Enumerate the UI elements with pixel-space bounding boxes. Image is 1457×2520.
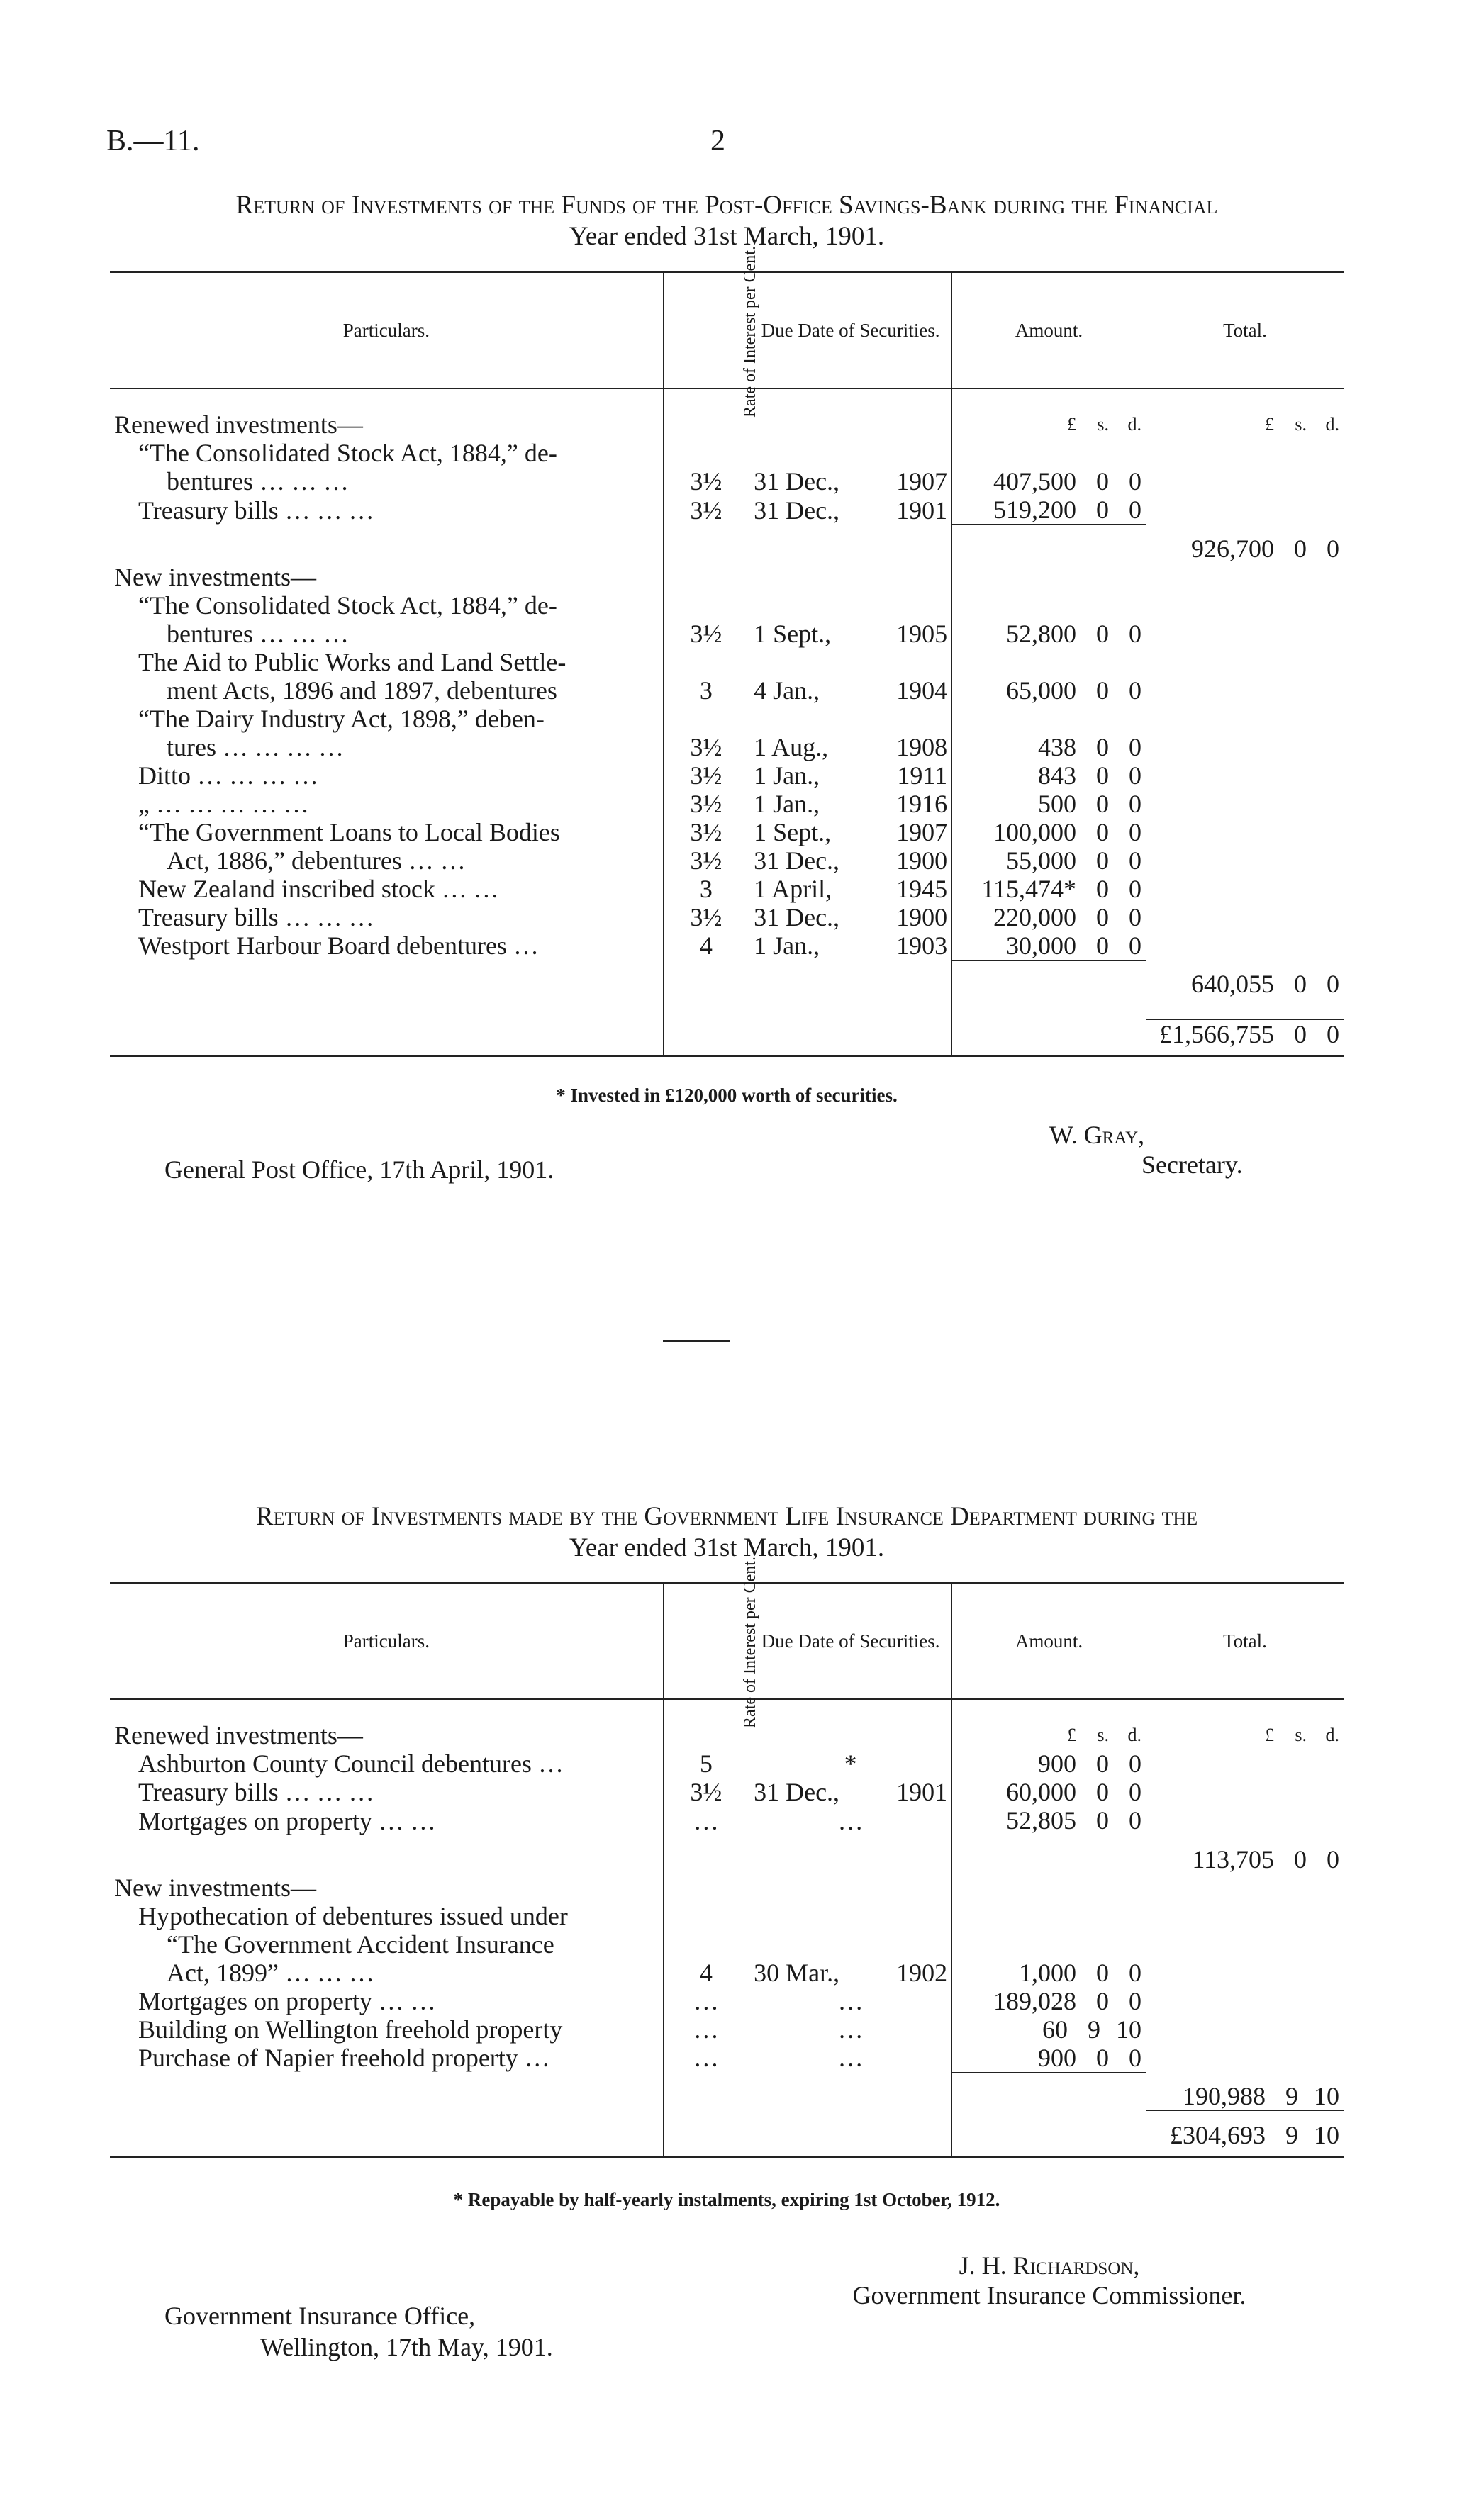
row-due-year: 1901 [896,495,948,525]
row-due-year: 1907 [896,467,948,495]
row-particulars: Westport Harbour Board debentures … [138,931,539,960]
row-rate: 3½ [663,733,749,761]
section-label-new: New investments— [114,562,316,591]
subtotal-shillings: 9 [1285,2082,1298,2110]
table-row [110,1749,1344,1778]
row-rate: … [663,2044,749,2073]
row-due-date: 1 April, [754,874,832,903]
amount-shillings: 0 [1096,761,1110,790]
row-particulars: Act, 1886,” debentures … … [167,846,466,875]
col-rate [663,1557,759,1728]
place-line2: Wellington, 17th May, 1901. [260,2333,553,2361]
amount-pounds: 30,000 [1006,931,1077,960]
row-particulars: Mortgages on property … … [138,1806,436,1835]
row-due-date: 31 Dec., [754,902,840,931]
row-particulars: “The Consolidated Stock Act, 1884,” de- [138,590,557,620]
subtotal-shillings: 0 [1294,1844,1307,1874]
return-1-signature [1049,1120,1283,1180]
return-2-place [164,2300,553,2363]
table-row [110,591,1344,620]
row-due-date: … [749,1806,952,1835]
amount-pounds: 519,200 [993,495,1077,524]
grand-total-row [110,2111,1344,2158]
table-row [110,1959,1344,1987]
return-1-place-date: General Post Office, 17th April, 1901. [164,1155,554,1184]
amount-pence: 0 [1129,1778,1142,1806]
table-row [110,495,1344,525]
table-row [110,1806,1344,1835]
amount-shillings: 0 [1096,1778,1110,1806]
subtotal-pence: 0 [1327,534,1339,563]
table-row [110,790,1344,818]
row-due-date: 1 Jan., [754,789,820,818]
row-rate: 4 [663,1959,749,1987]
return-2-title-line2: Year ended 31st March, 1901. [569,1533,885,1562]
place-line1: Government Insurance Office, [164,2302,476,2330]
table-row [110,2044,1344,2073]
row-rate: 3½ [663,467,749,495]
amount-pence: 0 [1129,732,1142,761]
row-particulars: Mortgages on property … … [138,1986,436,2015]
amount-pounds: 60 [1042,2015,1068,2044]
col-due-date: Due Date of Securities. [749,1583,952,1699]
row-rate: 3½ [663,903,749,931]
grand-total-pence: 10 [1314,2121,1339,2149]
table-row [110,733,1344,761]
table-row [110,1721,1344,1749]
row-particulars: “The Government Accident Insurance [167,1930,554,1959]
amount-shillings: 0 [1096,676,1110,705]
amount-shillings: 0 [1096,732,1110,761]
row-rate: 3½ [663,818,749,846]
row-due-date: 1 Jan., [754,761,820,790]
signatory-name: W. Gray, [1049,1121,1145,1149]
row-due-year: 1901 [896,1778,948,1806]
row-due-date: 4 Jan., [754,676,820,705]
page-number: 2 [710,125,725,157]
row-due-year: 1900 [896,846,948,875]
amount-pounds: 60,000 [1006,1778,1077,1806]
amount-pounds: 438 [1038,732,1077,761]
table-row [110,467,1344,495]
row-rate: … [663,1987,749,2015]
amount-shillings: 0 [1096,931,1110,960]
amount-pence: 0 [1129,495,1142,524]
row-particulars: Treasury bills … … … [138,1778,374,1806]
amount-shillings: 9 [1088,2015,1101,2044]
row-particulars: “The Dairy Industry Act, 1898,” deben- [138,704,545,733]
row-particulars: „ … … … … … [138,789,309,818]
amount-pence: 0 [1129,676,1142,705]
table-row [110,648,1344,676]
return-1-footnote: * Invested in £120,000 worth of securities. [556,1085,898,1106]
amount-pence: 0 [1129,846,1142,875]
row-rate: 3½ [663,620,749,648]
unit-shillings: s. [1097,414,1110,435]
amount-shillings: 0 [1096,1749,1110,1778]
return-2-signature [801,2251,1297,2310]
amount-shillings: 0 [1096,467,1110,495]
row-due-date: 31 Dec., [754,495,840,525]
subtotal-pence: 0 [1327,970,1339,998]
amount-pence: 0 [1129,1806,1142,1835]
table-row [110,620,1344,648]
row-rate: 3½ [663,761,749,790]
subtotal-pounds: 190,988 [1183,2082,1266,2110]
row-due-year: 1908 [896,732,948,761]
col-amount: Amount. [952,1583,1146,1699]
subtotal-pounds: 113,705 [1192,1844,1274,1874]
row-due-date: … [749,2015,952,2044]
subtotal-row [110,525,1344,563]
row-due-year: 1905 [896,619,948,648]
return-2-table [110,1557,1344,2158]
section-divider [663,1340,730,1342]
row-due-date: 30 Mar., [754,1958,840,1987]
row-particulars: bentures … … … [167,467,349,495]
table-row [110,676,1344,705]
row-due-year: 1911 [897,761,948,790]
signatory-title: Secretary. [1141,1150,1243,1179]
table-row [110,1874,1344,1902]
row-due-date: * [749,1749,952,1778]
subtotal-shillings: 0 [1294,534,1307,563]
subtotal-row [110,1835,1344,1874]
table-row [110,2015,1344,2044]
col-total: Total. [1146,1583,1344,1699]
col-particulars: Particulars. [110,1583,663,1699]
amount-pence: 0 [1129,619,1142,648]
table-row [110,931,1344,961]
table-row [110,903,1344,931]
grand-total-shillings: 9 [1285,2121,1298,2149]
amount-pence: 0 [1129,902,1142,931]
return-1-title-line2: Year ended 31st March, 1901. [569,222,885,251]
return-2-footnote: * Repayable by half-yearly instalments, expiring 1st October, 1912. [453,2189,1000,2210]
row-rate: 3 [663,676,749,705]
row-due-year: 1902 [896,1958,948,1987]
unit-shillings: s. [1295,1725,1307,1745]
amount-shillings: 0 [1096,619,1110,648]
amount-shillings: 0 [1096,874,1110,903]
row-due-date: 1 Aug., [754,732,829,761]
grand-total-pence: 0 [1327,1020,1339,1048]
row-particulars: Building on Wellington freehold property [138,2015,563,2044]
table-row [110,818,1344,846]
amount-pounds: 55,000 [1006,846,1077,875]
amount-pounds: 52,805 [1006,1806,1077,1835]
return-2-title-line1: Return of Investments made by the Government Life Insurance Department during the [255,1502,1198,1531]
amount-pounds: 100,000 [993,817,1077,846]
row-due-date: … [749,1987,952,2015]
amount-shillings: 0 [1096,1806,1110,1835]
row-particulars: Treasury bills … … … [138,495,374,525]
row-rate: 3½ [663,790,749,818]
unit-pound: £ [1067,1725,1077,1745]
row-rate: 3½ [663,1778,749,1806]
table-row [110,439,1344,467]
amount-pence: 0 [1129,817,1142,846]
amount-pounds: 65,000 [1006,676,1077,705]
unit-pence: d. [1325,1725,1339,1745]
unit-pound: £ [1265,414,1274,435]
unit-pound: £ [1265,1725,1274,1745]
col-amount: Amount. [952,272,1146,388]
table-row [110,1930,1344,1959]
amount-pounds: 407,500 [993,467,1077,495]
row-particulars: Act, 1899” … … … [167,1958,374,1987]
table-header-row [110,1583,1344,1699]
subtotal-row [110,2072,1344,2111]
table-header-row [110,272,1344,388]
amount-shillings: 0 [1096,846,1110,875]
amount-shillings: 0 [1096,902,1110,931]
row-particulars: Treasury bills … … … [138,902,374,931]
subtotal-pounds: 926,700 [1191,534,1274,563]
row-due-date: 1 Sept., [754,619,832,648]
grand-total-pounds: £304,693 [1170,2121,1266,2149]
table-row [110,1987,1344,2015]
amount-pence: 0 [1129,2043,1142,2072]
row-due-year: 1916 [896,789,948,818]
row-rate: 3½ [663,495,749,525]
row-due-year: 1903 [896,931,948,960]
row-particulars: tures … … … … [167,732,344,761]
return-1-table [110,246,1344,1057]
paper-reference: B.—11. [106,125,200,157]
amount-pounds: 500 [1038,789,1077,818]
amount-pounds: 115,474* [981,874,1077,903]
amount-shillings: 0 [1096,495,1110,524]
grand-total-row [110,1020,1344,1057]
return-1-title [106,190,1347,252]
amount-shillings: 0 [1096,2043,1110,2072]
section-label-new: New investments— [114,1873,316,1902]
amount-pence: 0 [1129,931,1142,960]
amount-shillings: 0 [1096,789,1110,818]
unit-pence: d. [1127,414,1142,435]
row-particulars: New Zealand inscribed stock … … [138,874,499,903]
signatory-title: Government Insurance Commissioner. [852,2281,1246,2309]
subtotal-pence: 0 [1327,1844,1339,1874]
subtotal-shillings: 0 [1294,970,1307,998]
amount-pounds: 1,000 [1019,1958,1077,1987]
unit-pence: d. [1325,414,1339,435]
row-due-date: 31 Dec., [754,467,840,495]
col-particulars: Particulars. [110,272,663,388]
row-due-date: 1 Jan., [754,931,820,960]
grand-total-shillings: 0 [1294,1020,1307,1048]
amount-pence: 0 [1129,467,1142,495]
unit-shillings: s. [1295,414,1307,435]
unit-shillings: s. [1097,1725,1110,1745]
row-due-date: 31 Dec., [754,846,840,875]
subtotal-row [110,960,1344,998]
row-rate: 5 [663,1749,749,1778]
amount-pounds: 900 [1038,2043,1077,2072]
subtotal-pounds: 640,055 [1191,970,1274,998]
row-due-year: 1945 [896,874,948,903]
col-rate [663,246,759,418]
amount-pence: 0 [1129,789,1142,818]
amount-pounds: 220,000 [993,902,1077,931]
amount-pence: 0 [1129,1986,1142,2015]
row-particulars: Ashburton County Council debentures … [138,1749,564,1778]
amount-pence: 0 [1129,874,1142,903]
amount-pounds: 52,800 [1006,619,1077,648]
table-row [110,705,1344,733]
table-row [110,761,1344,790]
amount-shillings: 0 [1096,1986,1110,2015]
grand-total-pounds: £1,566,755 [1159,1020,1274,1048]
table-row [110,846,1344,875]
row-particulars: Purchase of Napier freehold property … [138,2044,550,2072]
row-rate: 3½ [663,846,749,875]
amount-pounds: 900 [1038,1749,1077,1778]
row-due-date: … [749,2044,952,2073]
unit-pound: £ [1067,414,1077,435]
row-particulars: ment Acts, 1896 and 1897, debentures [167,676,557,705]
row-particulars: “The Consolidated Stock Act, 1884,” de- [138,439,557,467]
table-row [110,410,1344,439]
subtotal-pence: 10 [1314,2082,1339,2110]
row-rate: … [663,1806,749,1835]
row-rate: 3 [663,875,749,903]
amount-pounds: 189,028 [993,1986,1077,2015]
amount-pence: 10 [1116,2015,1142,2044]
row-particulars: “The Government Loans to Local Bodies [138,817,560,846]
row-rate: … [663,2015,749,2044]
row-rate: 4 [663,931,749,961]
return-1-title-line1: Return of Investments of the Funds of the Post-Office Savings-Bank during the Financial [235,191,1218,220]
row-due-date: 1 Sept., [754,817,832,846]
row-due-year: 1904 [896,676,948,705]
col-total: Total. [1146,272,1344,388]
row-due-date: 31 Dec., [754,1778,840,1806]
col-rate-label: Rate of Interest per Cent. [740,246,759,418]
return-2-title [106,1501,1347,1564]
col-rate-label: Rate of Interest per Cent. [740,1557,759,1728]
row-due-year: 1907 [896,817,948,846]
row-due-year: 1900 [896,902,948,931]
amount-shillings: 0 [1096,817,1110,846]
amount-shillings: 0 [1096,1958,1110,1987]
row-particulars: Ditto … … … … [138,761,319,790]
table-row [110,1902,1344,1930]
amount-pounds: 843 [1038,761,1077,790]
row-particulars: The Aid to Public Works and Land Settle- [138,647,566,676]
section-label-renewed: Renewed investments— [114,1721,363,1749]
table-row [110,563,1344,591]
signatory-name: J. H. Richardson, [959,2251,1140,2280]
section-label-renewed: Renewed investments— [114,410,363,439]
row-particulars: bentures … … … [167,619,349,648]
row-particulars: Hypothecation of debentures issued under [138,1901,568,1930]
table-row [110,1778,1344,1806]
table-row [110,875,1344,903]
amount-pence: 0 [1129,761,1142,790]
amount-pence: 0 [1129,1749,1142,1778]
amount-pence: 0 [1129,1958,1142,1987]
unit-pence: d. [1127,1725,1142,1745]
col-due-date: Due Date of Securities. [749,272,952,388]
